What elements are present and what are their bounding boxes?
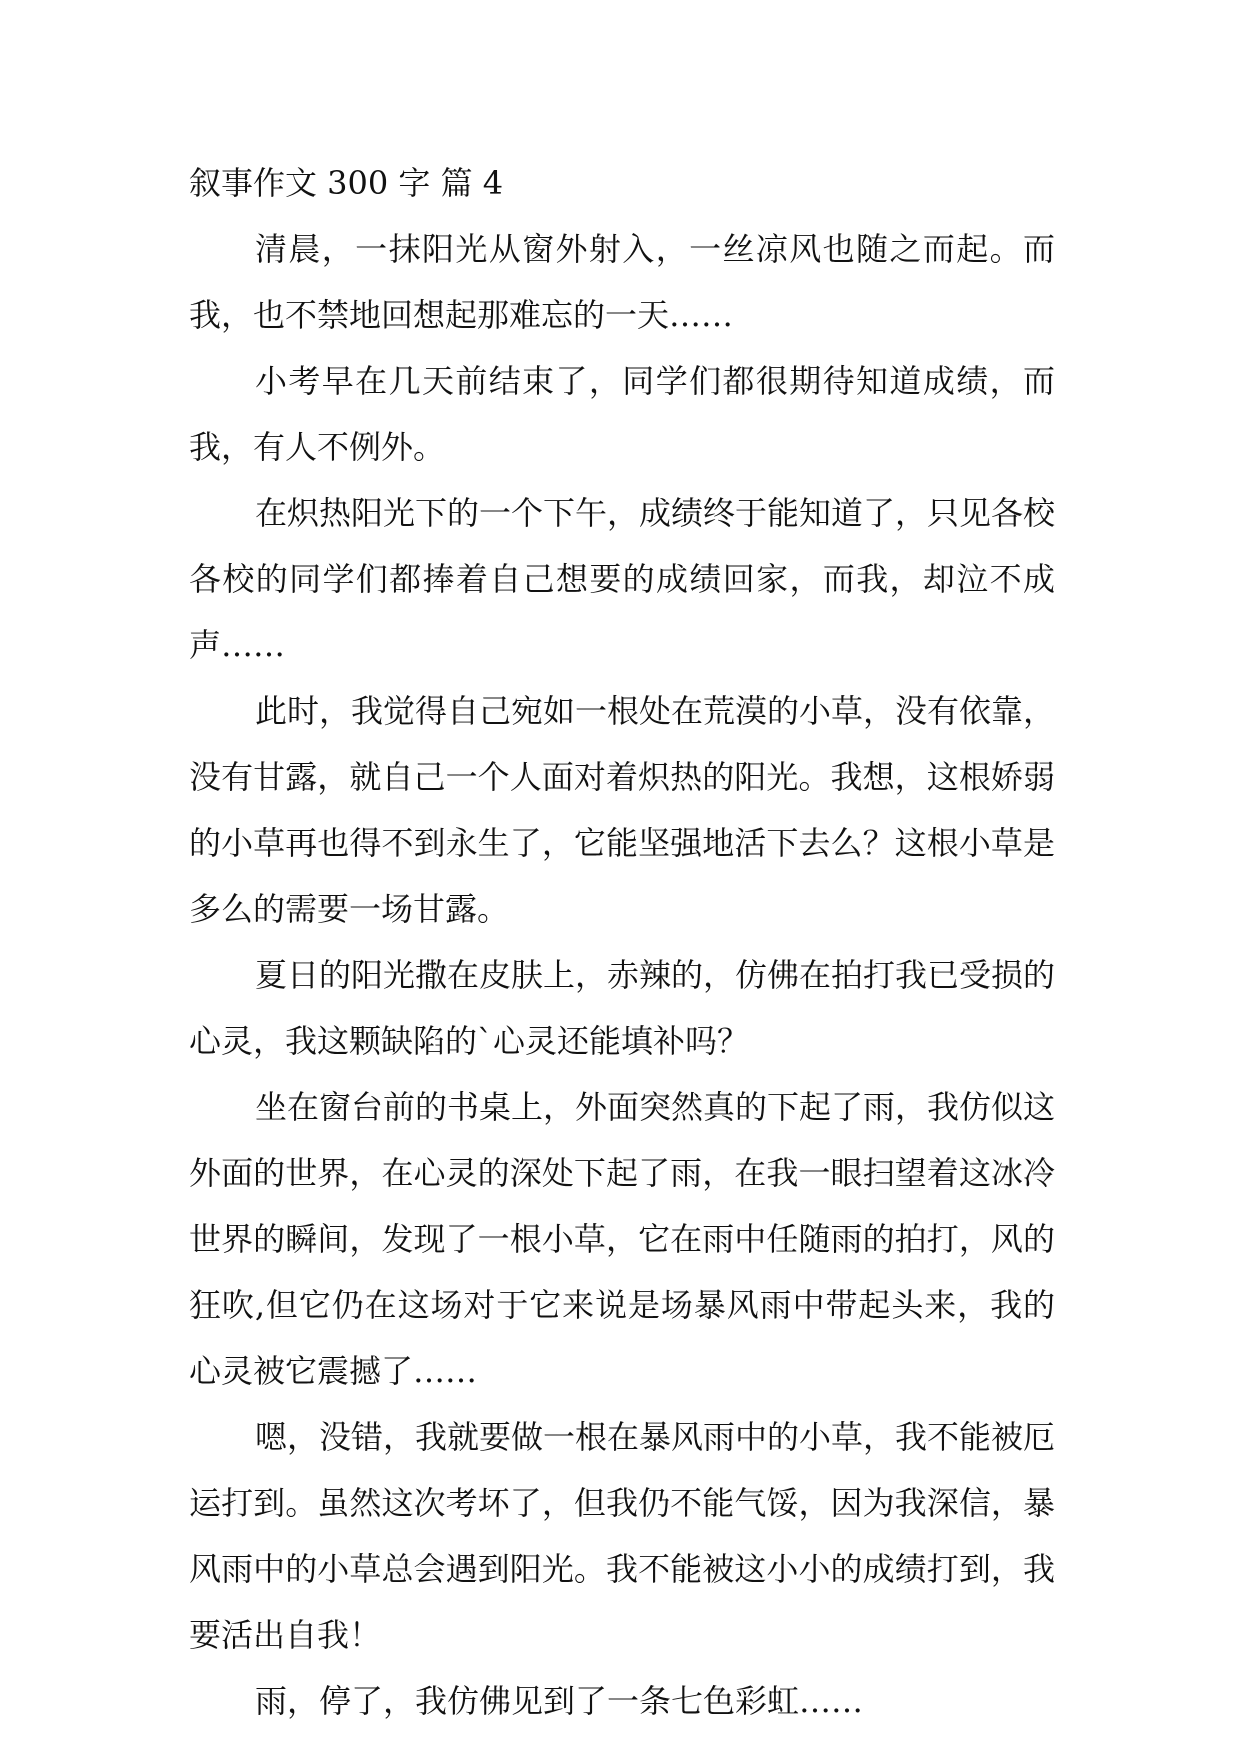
paragraph-7: 嗯，没错，我就要做一根在暴风雨中的小草，我不能被厄运打到。虽然这次考坏了，但我仍不能气馁，因为我深信，暴风雨中的小草总会遇到阳光。我不能被这小小的成绩打到，我要活出自我！ [189,1418,1056,1654]
essay-title: 叙事作文 300 字 篇 4 [189,164,504,202]
paragraph-2: 小考早在几天前结束了，同学们都很期待知道成绩，而我，有人不例外。 [189,362,1055,466]
paragraph-8: 雨，停了，我仿佛见到了一条七色彩虹…… [255,1682,864,1720]
paragraph-5: 夏日的阳光撒在皮肤上，赤辣的，仿佛在拍打我已受损的心灵，我这颗缺陷的`心灵还能填补吗？ [189,956,1056,1060]
paragraph-4: 此时，我觉得自己宛如一根处在荒漠的小草，没有依靠，没有甘露，就自己一个人面对着炽热的阳光。我想，这根娇弱的小草再也得不到永生了，它能坚强地活下去么？这根小草是多么的需要一场甘露。 [189,692,1056,928]
essay-body [189,150,1055,1734]
paragraph-6: 坐在窗台前的书桌上，外面突然真的下起了雨，我仿似这外面的世界，在心灵的深处下起了雨，在我一眼扫望着这冰冷世界的瞬间，发现了一根小草，它在雨中任随雨的拍打，风的狂吹,但它仍在这场对于它来说是场暴风雨中带起头来，我的心灵被它震撼了…… [189,1088,1056,1390]
paragraph-1: 清晨，一抹阳光从窗外射入，一丝凉风也随之而起。而我，也不禁地回想起那难忘的一天…… [189,230,1055,334]
paragraph-3: 在炽热阳光下的一个下午，成绩终于能知道了，只见各校各校的同学们都捧着自己想要的成绩回家，而我，却泣不成声…… [189,494,1056,664]
